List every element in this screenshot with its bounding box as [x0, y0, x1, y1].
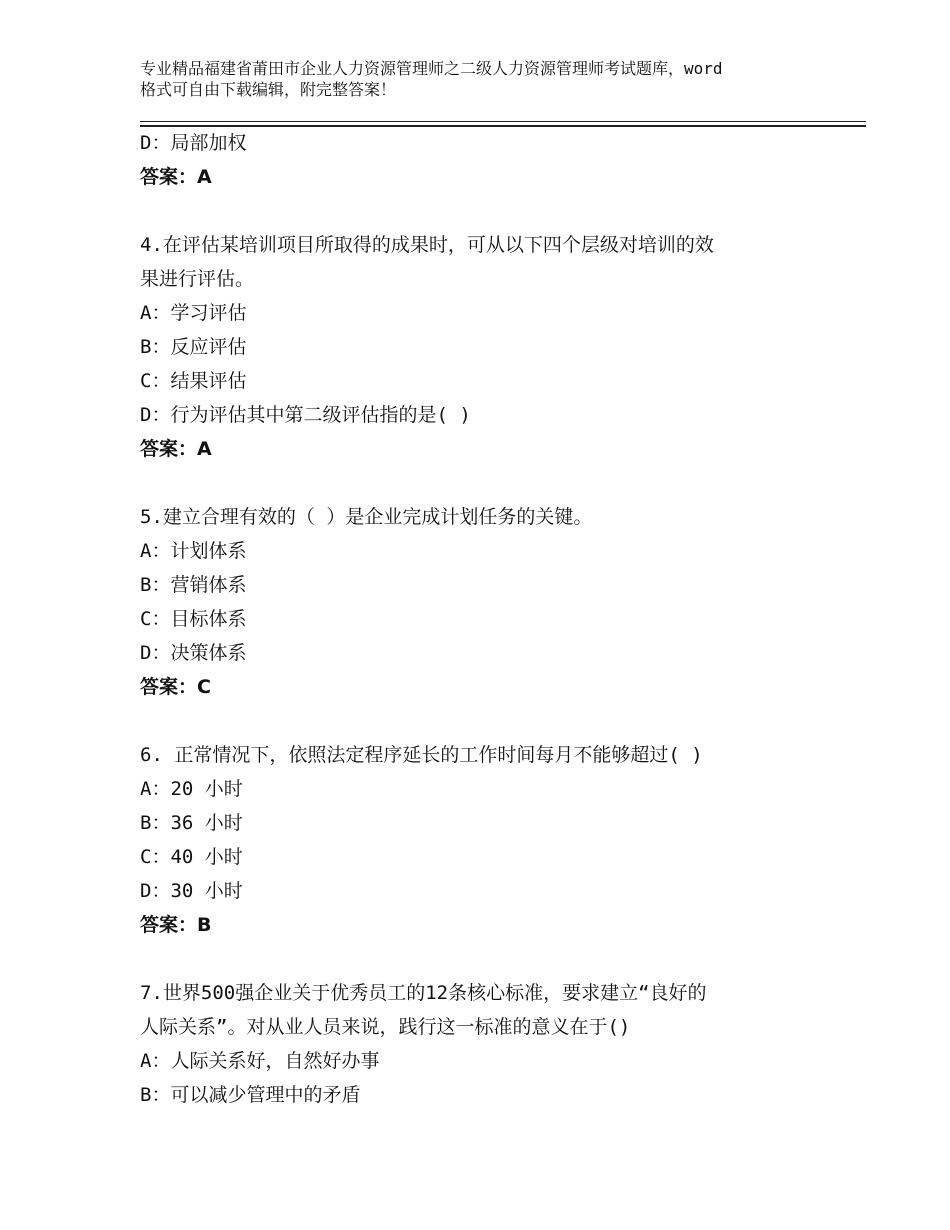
q4-stem-line-2: 果进行评估。 — [140, 268, 255, 290]
spacer — [140, 194, 830, 228]
spacer — [140, 704, 830, 738]
q4-option-d: D：行为评估其中第二级评估指的是( ) — [140, 404, 471, 426]
q7-option-a: A：人际关系好，自然好办事 — [140, 1050, 380, 1072]
q7-stem-line-2: 人际关系”。对从业人员来说，践行这一标准的意义在于() — [140, 1016, 631, 1038]
q4-option-a: A：学习评估 — [140, 302, 247, 324]
question-list — [140, 126, 830, 1112]
document-header — [140, 58, 830, 100]
q4-option-b: B：反应评估 — [140, 336, 247, 358]
q6-option-a: A：20 小时 — [140, 778, 243, 800]
q3-answer: 答案：A — [140, 166, 212, 188]
q6-answer: 答案：B — [140, 914, 212, 936]
q7-stem-line-1: 7.世界500强企业关于优秀员工的12条核心标准，要求建立“良好的 — [140, 982, 707, 1004]
q3-option-d: D：局部加权 — [140, 132, 247, 154]
q5-option-c: C：目标体系 — [140, 608, 247, 630]
q5-option-d: D：决策体系 — [140, 642, 247, 664]
q5-option-a: A：计划体系 — [140, 540, 247, 562]
q7-option-b: B：可以减少管理中的矛盾 — [140, 1084, 361, 1106]
header-title-line-2: 格式可自由下载编辑，附完整答案！ — [140, 80, 397, 99]
q5-stem-line-1: 5.建立合理有效的（ ）是企业完成计划任务的关键。 — [140, 506, 593, 528]
q4-stem-line-1: 4.在评估某培训项目所取得的成果时，可从以下四个层级对培训的效 — [140, 234, 714, 256]
header-title-line-1: 专业精品福建省莆田市企业人力资源管理师之二级人力资源管理师考试题库，word — [140, 59, 723, 78]
header-divider-thin — [140, 121, 866, 122]
q6-option-b: B：36 小时 — [140, 812, 243, 834]
q6-option-d: D：30 小时 — [140, 880, 243, 902]
q5-answer: 答案：C — [140, 676, 211, 698]
q6-option-c: C：40 小时 — [140, 846, 243, 868]
q6-stem-line-1: 6. 正常情况下，依照法定程序延长的工作时间每月不能够超过( ) — [140, 744, 703, 766]
spacer — [140, 942, 830, 976]
q5-option-b: B：营销体系 — [140, 574, 247, 596]
q4-option-c: C：结果评估 — [140, 370, 247, 392]
spacer — [140, 466, 830, 500]
q4-answer: 答案：A — [140, 438, 212, 460]
